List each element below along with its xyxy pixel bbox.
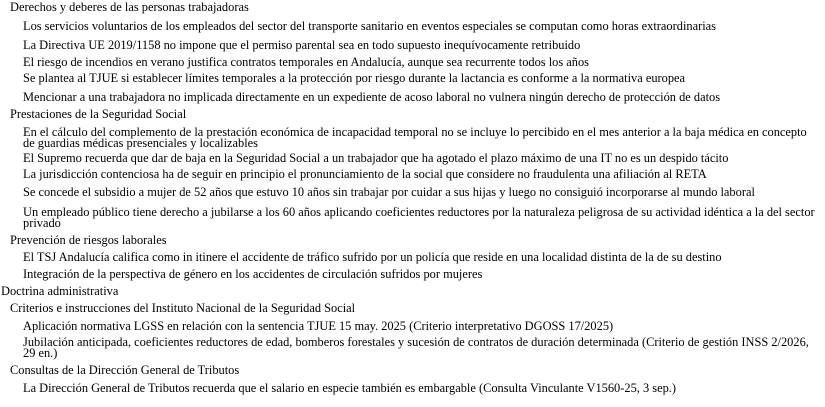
article-link[interactable]: Mencionar a una trabajadora no implicada directamente en un expediente de acoso laboral no vulnera ningún derecho de protección de datos (23, 90, 721, 104)
subsection-heading-inss[interactable]: Criterios e instrucciones del Instituto Nacional de la Seguridad Social (10, 301, 356, 315)
article-link[interactable]: La Directiva UE 2019/1158 no impone que el permiso parental sea en todo supuesto inequívocamente retribuido (23, 38, 581, 52)
article-link[interactable]: El riesgo de incendios en verano justifica contratos temporales en Andalucía, aunque sea recurrente todos los años (23, 55, 589, 69)
article-link[interactable]: La jurisdicción contenciosa ha de seguir en principio el pronunciamiento de la social que considere no fraudulenta una afiliación al RETA (23, 167, 707, 181)
section-heading-prevencion[interactable]: Prevención de riesgos laborales (10, 233, 167, 247)
article-link[interactable]: La Dirección General de Tributos recuerda que el salario en especie también es embargable (Consulta Vinculante V1560-25, 3 sep.) (23, 381, 676, 395)
article-link[interactable]: En el cálculo del complemento de la prestación económica de incapacidad temporal no se incluye lo percibido en el mes anterior a la baja médica en concepto de guardias médicas presenciales y localizables (23, 125, 807, 150)
section-heading-derechos[interactable]: Derechos y deberes de las personas trabajadoras (10, 0, 249, 14)
subsection-heading-tributos[interactable]: Consultas de la Dirección General de Tributos (10, 363, 240, 377)
section-heading-doctrina[interactable]: Doctrina administrativa (1, 284, 119, 298)
article-link[interactable]: Los servicios voluntarios de los empleados del sector del transporte sanitario en eventos especiales se computan como horas extraordinarias (23, 19, 716, 33)
article-link[interactable]: Jubilación anticipada, coeficientes reductores de edad, bomberos forestales y sucesión de contratos de duración determinada (Criterio de gestión INSS 2/2026, 29 en.) (23, 335, 809, 360)
article-link[interactable]: Se concede el subsidio a mujer de 52 años que estuvo 10 años sin trabajar por cuidar a sus hijas y luego no consiguió incorporarse al mundo laboral (23, 185, 755, 199)
article-link[interactable]: Se plantea al TJUE si establecer límites temporales a la protección por riesgo durante la lactancia es conforme a la normativa europea (23, 71, 686, 85)
article-link[interactable]: Integración de la perspectiva de género en los accidentes de circulación sufridos por mujeres (23, 267, 483, 281)
article-link[interactable]: Un empleado público tiene derecho a jubilarse a los 60 años aplicando coeficientes reductores por la naturaleza peligrosa de su actividad idéntica a la del sector privado (23, 205, 815, 230)
article-link[interactable]: El TSJ Andalucía califica como in itinere el accidente de tráfico sufrido por un policía que reside en una localidad distinta de la de su destino (23, 250, 722, 264)
article-link[interactable]: El Supremo recuerda que dar de baja en la Seguridad Social a un trabajador que ha agotado el plazo máximo de una IT no es un despido tácito (23, 151, 729, 165)
article-link[interactable]: Aplicación normativa LGSS en relación con la sentencia TJUE 15 may. 2025 (Criterio interpretativo DGOSS 17/2025) (23, 319, 614, 333)
section-heading-prestaciones[interactable]: Prestaciones de la Seguridad Social (10, 107, 187, 121)
